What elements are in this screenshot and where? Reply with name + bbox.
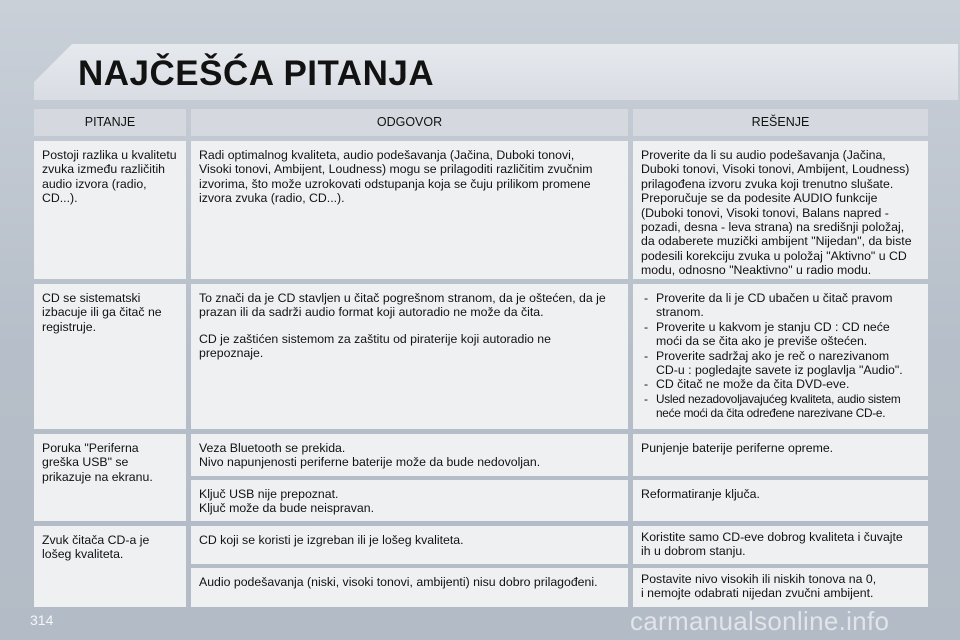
row3-answer-a — [191, 434, 628, 476]
list-item: - CD čitač ne može da čita DVD-eve. — [641, 377, 920, 391]
row4-answer-a — [191, 526, 628, 564]
column-header-solution: REŠENJE — [633, 109, 928, 136]
row3-solution-b-text: Reformatiranje ključa. — [641, 487, 760, 501]
row4-answer-b — [191, 568, 628, 607]
row3-question — [34, 434, 186, 521]
row3-solution-a — [633, 434, 928, 476]
row4-solution-b-text: Postavite nivo visokih ili niskih tonova na 0, i nemojte odabrati nijedan zvučni ambijent. — [641, 572, 877, 601]
column-header-answer: ODGOVOR — [191, 109, 628, 136]
row4-solution-a — [633, 526, 928, 564]
row1-question-text: Postoji razlika u kvalitetu zvuka između različitih audio izvora (radio, CD...). — [42, 148, 177, 206]
row2-question — [34, 284, 186, 429]
row1-solution-text: Proverite da li su audio podešavanja (Jačina, Duboki tonovi, Visoki tonovi, Ambijent, Loudness) prilagođena izvoru zvuka koji trenutno slušate. Preporučuje se da podesite AUDIO funkcije (Duboki tonovi, Visoki tonovi, Balans napred - pozadi, desna - leva strana) na središnji položaj, da odaberete muzički ambijent "Nijedan", da biste podesili korekciju zvuka u položaj "Aktivno" u CD modu, odnosno "Neaktivno" u radio modu. — [641, 148, 912, 278]
page-number: 314 — [30, 612, 54, 628]
row3-solution-b — [633, 480, 928, 521]
row3-answer-a-text: Veza Bluetooth se prekida. Nivo napunjenosti periferne baterije može da bude nedovoljan. — [199, 441, 541, 470]
watermark: carmanualsonline.info — [630, 606, 890, 636]
row4-answer-a-text: CD koji se koristi je izgreban ili je lošeg kvaliteta. — [199, 533, 464, 547]
row4-answer-b-text: Audio podešavanja (niski, visoki tonovi, ambijenti) nisu dobro prilagođeni. — [199, 575, 598, 589]
row2-answer-paragraph-1: To znači da je CD stavljen u čitač pogrešnom stranom, da je oštećen, da je prazan ili da sadrži audio format koji autoradio ne može da čita. — [199, 291, 606, 320]
row2-solution-list — [641, 291, 920, 421]
row4-question-text: Zvuk čitača CD-a je lošeg kvaliteta. — [42, 533, 150, 562]
row1-answer-text: Radi optimalnog kvaliteta, audio podešavanja (Jačina, Duboki tonovi, Visoki tonovi, Ambijent, Loudness) mogu se prilagoditi različitim zvučnim izvorima, što može uzrokovati odstupanja koja se čuju prilikom promene izvora zvuka (radio, CD...). — [199, 148, 593, 206]
column-header-question: PITANJE — [34, 109, 186, 136]
row2-answer-paragraph-2: CD je zaštićen sistemom za zaštitu od piraterije koji autoradio ne prepoznaje. — [199, 331, 551, 361]
row2-answer — [191, 284, 628, 429]
row1-solution — [633, 141, 928, 279]
list-item: - Proverite u kakvom je stanju CD : CD neće moći da se čita ako je previše oštećen. — [641, 320, 920, 349]
page-title: NAJČEŠĆA PITANJA — [78, 54, 435, 93]
row4-question — [34, 526, 186, 607]
row4-solution-a-text: Koristite samo CD-eve dobrog kvaliteta i čuvajte ih u dobrom stanju. — [641, 530, 903, 559]
row3-answer-b — [191, 480, 628, 521]
list-item: - Proverite sadržaj ako je reč o narezivanom CD-u : pogledajte savete iz poglavlja "Audio". — [641, 349, 920, 378]
row2-solution — [633, 284, 928, 429]
row4-solution-b — [633, 568, 928, 607]
list-item: - Proverite da li je CD ubačen u čitač pravom stranom. — [641, 291, 920, 320]
list-item: - Usled nezadovoljavajućeg kvaliteta, audio sistem neće moći da čita određene narezivane CD-e. — [641, 392, 920, 421]
row3-answer-b-text: Ključ USB nije prepoznat. Ključ može da bude neispravan. — [199, 487, 374, 516]
row3-question-text: Poruka "Periferna greška USB" se prikazuje na ekranu. — [42, 441, 153, 484]
row2-question-text: CD se sistematski izbacuje ili ga čitač ne registruje. — [42, 291, 162, 334]
row1-answer — [191, 141, 628, 279]
row1-question — [34, 141, 186, 279]
row3-solution-a-text: Punjenje baterije periferne opreme. — [641, 441, 834, 455]
